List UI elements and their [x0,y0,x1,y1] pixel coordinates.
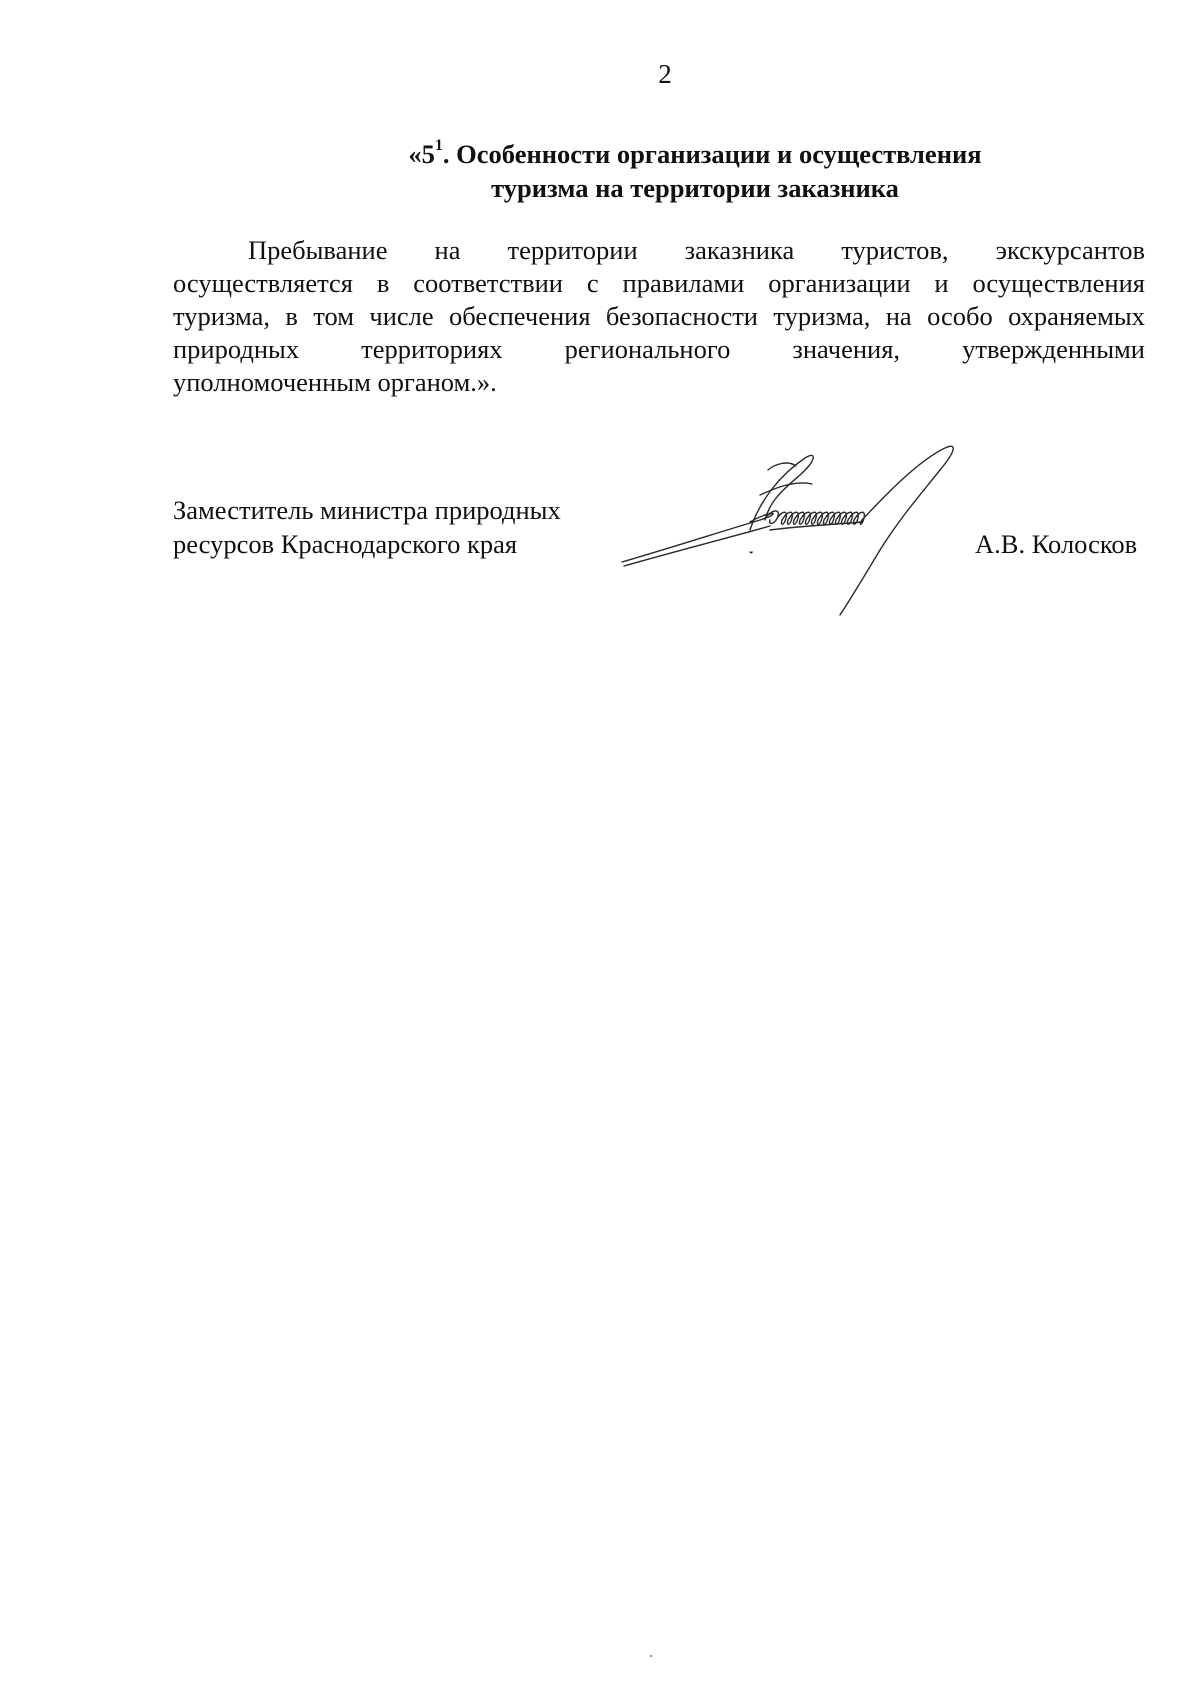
signer-position [173,493,561,561]
word: правилами [622,268,745,298]
word: территории [507,235,638,265]
section-superscript: 1 [434,137,443,155]
section-heading-line-2: туризма на территории заказника [491,173,899,203]
paragraph-line [173,300,1145,333]
signer-position-line-2: ресурсов Краснодарского края [173,529,518,559]
word: осуществляется [173,268,353,298]
word: туризма, [173,301,270,331]
word: с [586,268,599,298]
paragraph-line [173,267,1145,300]
section-heading-line-1 [250,137,1140,171]
word: Пребывание [248,235,388,265]
paragraph-line [173,234,1145,267]
word: регионального [564,334,731,364]
word: значения, [792,334,901,364]
word: соответствии [413,268,563,298]
scan-speck [650,1655,652,1657]
paragraph-line [173,366,1145,399]
word: осуществления [972,268,1145,298]
word: в [376,268,390,298]
word: туристов, [841,235,949,265]
handwritten-signature-icon [600,440,1030,620]
word: безопасности [605,301,758,331]
open-quote: « [408,139,422,169]
word: на [885,301,912,331]
word: охраняемых [1008,301,1145,331]
word: туризма, [773,301,871,331]
word: числе [369,301,434,331]
body-paragraph [173,234,1145,399]
word: природных [173,334,300,364]
word: уполномоченным органом.». [173,367,497,397]
word: обеспечения [449,301,591,331]
paragraph-line [173,333,1145,366]
word: и [934,268,949,298]
page-number: 2 [658,59,672,89]
section-number: 5 [421,139,435,169]
word: заказника [684,235,795,265]
word: на [434,235,461,265]
word: экскурсантов [995,235,1145,265]
signer-name: А.В. Колосков [975,529,1138,559]
word: территориях [361,334,503,364]
word: особо [927,301,993,331]
word: организации [768,268,911,298]
word: в [285,301,298,331]
section-heading [250,137,1140,205]
signer-position-line-1: Заместитель министра природных [173,495,561,525]
section-title-part-1: . Особенности организации и осуществления [442,139,982,169]
word: том [313,301,354,331]
word: утвержденными [962,334,1145,364]
